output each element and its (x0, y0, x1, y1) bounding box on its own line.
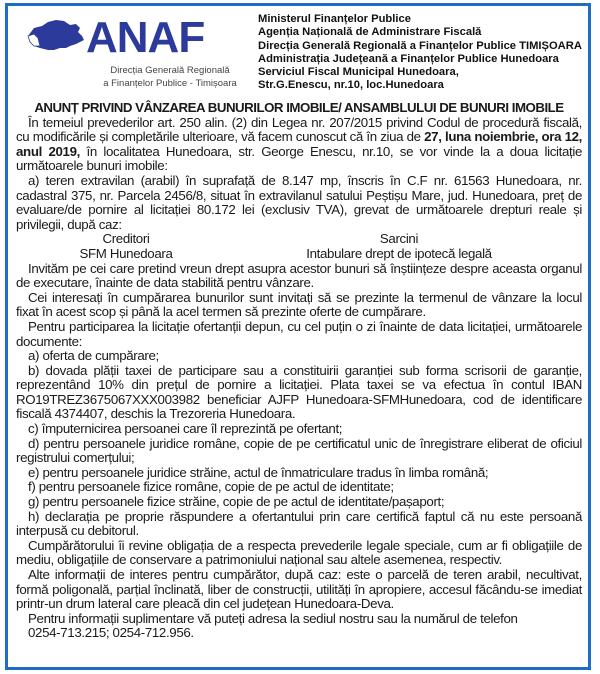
intro-text-2: în localitatea Hunedoara, str. George Enescu, nr.10, se vor vinde la a doua licitație următoarele bunuri imobile: (16, 143, 582, 174)
institution-line: Direcția Generală Regională a Finanțelor Publice TIMIȘOARA (258, 39, 582, 52)
documents-intro: Pentru participarea la licitație ofertanții depun, cu cel puțin o zi înainte de data licitației, următoarele documente: (16, 318, 582, 349)
charges-header: Sarcini (379, 231, 419, 247)
document-item: f) pentru persoanele fizice române, copie de pe actul de identitate; (28, 479, 394, 495)
logo-subtitle (90, 64, 250, 90)
institution-line: Administrația Județeană a Finanțelor Publice Hunedoara (258, 52, 559, 65)
notice-frame (5, 3, 591, 670)
contact-phones: 0254-713.215; 0254-712.956. (28, 625, 194, 641)
document-item: h) declarația pe proprie răspundere a ofertantului prin care certifică faptul că nu este persoană interpusă cu debitorul. (16, 508, 582, 539)
institution-line: Str.G.Enescu, nr.10, loc.Hunedoara (258, 79, 444, 92)
intro-text-1: În temeiul prevederilor art. 250 alin. (2) din Legea nr. 207/2015 privind Codul de procedură fiscală, cu modificările și completările ulterioare, vă facem cunoscut că în ziua de (16, 114, 582, 145)
notice-body (16, 101, 582, 641)
buyer-obligation-paragraph: Cumpărătorului îi revine obligația de a respecta prevederile legale speciale, cum ar fi obligațiile de mediu, obligațiile de conservare a patrimoniului național sau altele asemenea, respectiv. (16, 537, 582, 568)
charge-description: Intabulare drept de ipotecă legală (306, 245, 492, 261)
property-item-a: a) teren extravilan (arabil) în suprafață de 8.147 mp, înscris în C.F nr. 61563 Hunedoara, nr. cadastral 375, nr. Parcela 2456/8, situat în extravilanul satului Peștișu Mare, jud. Hunedoara, preț de evaluare/de pornire al licitației 80.172 lei (exclusiv TVA), grevat de următoarele drepturi reale și privilegii, după caz: (16, 172, 582, 232)
logo-subtitle-line2: a Finanțelor Publice - Timișoara (103, 78, 237, 89)
invite-rights-paragraph: Invităm pe cei care pretind vreun drept asupra acestor bunuri să înștiințeze despre aceasta organul de executare, înainte de data stabilită pentru vânzare. (16, 260, 582, 291)
other-info-paragraph: Alte informații de interes pentru cumpărător, după caz: este o parcelă de teren arabil, necultivat, formă poligonală, parțial înclinată, liber de construcții, utilități în apropiere, accesul făcându-se imediat printr-un drum lateral care pleacă din cel județean Hunedoara-Deva. (16, 567, 582, 612)
anaf-logo (20, 12, 250, 92)
encumbrance-row (16, 247, 582, 262)
encumbrances-header (16, 232, 582, 247)
header (8, 6, 588, 98)
intro-paragraph (16, 116, 582, 174)
document-item: e) pentru persoanele juridice străine, actul de înmatriculare tradus în limba română; (28, 464, 489, 480)
notice-title: ANUNȚ PRIVIND VÂNZAREA BUNURILOR IMOBILE/ ANSAMBLULUI DE BUNURI IMOBILE (34, 100, 564, 115)
institution-line: Ministerul Finanțelor Publice (258, 13, 411, 25)
invite-buyers-paragraph: Cei interesați în cumpărarea bunurilor sunt invitați să se prezinte la termenul de vânzare la locul fixat în acest scop și până la acel termen să prezinte oferte de cumpărare. (16, 289, 582, 320)
document-item: a) oferta de cumpărare; (28, 348, 159, 364)
brand-text: ANAF (86, 13, 205, 62)
contact-line: Pentru informații suplimentare vă puteți adresa la sediul nostru sau la numărul de telefon (28, 610, 518, 626)
institution-line: Serviciul Fiscal Municipal Hunedoara, (258, 66, 459, 79)
auction-date: 27, luna noiembrie, ora 12, anul 2019, (16, 129, 583, 159)
creditors-header: Creditori (102, 231, 150, 247)
document-item: g) pentru persoanele fizice străine, copie de pe actul de identitate/pașaport; (28, 494, 445, 510)
document-item: d) pentru persoanele juridice române, copie de pe certificatul unic de înregistrare eliberat de oficiul registrului comerțului; (16, 435, 582, 466)
romania-map-icon (20, 12, 250, 62)
document-item: b) dovada plății taxei de participare sau a constituirii garanției sub forma scrisorii de garanție, reprezentând 10% din prețul de pornire a licitației. Plata taxei se va efectua în contul IBAN RO19TREZ3675067XXX003982 beneficiar AJFP Hunedoara-SFMHunedoara, cod de identificare fiscală 4374407, deschis la Trezoreria Hunedoara. (16, 362, 582, 422)
institution-line: Agenția Națională de Administrare Fiscală (258, 26, 482, 39)
institution-block (258, 13, 588, 93)
document-item: c) împuternicirea persoanei care îl reprezintă pe ofertant; (28, 421, 343, 437)
logo-subtitle-line1: Direcția Generală Regională (110, 65, 230, 76)
creditor-name: SFM Hunedoara (79, 245, 173, 261)
